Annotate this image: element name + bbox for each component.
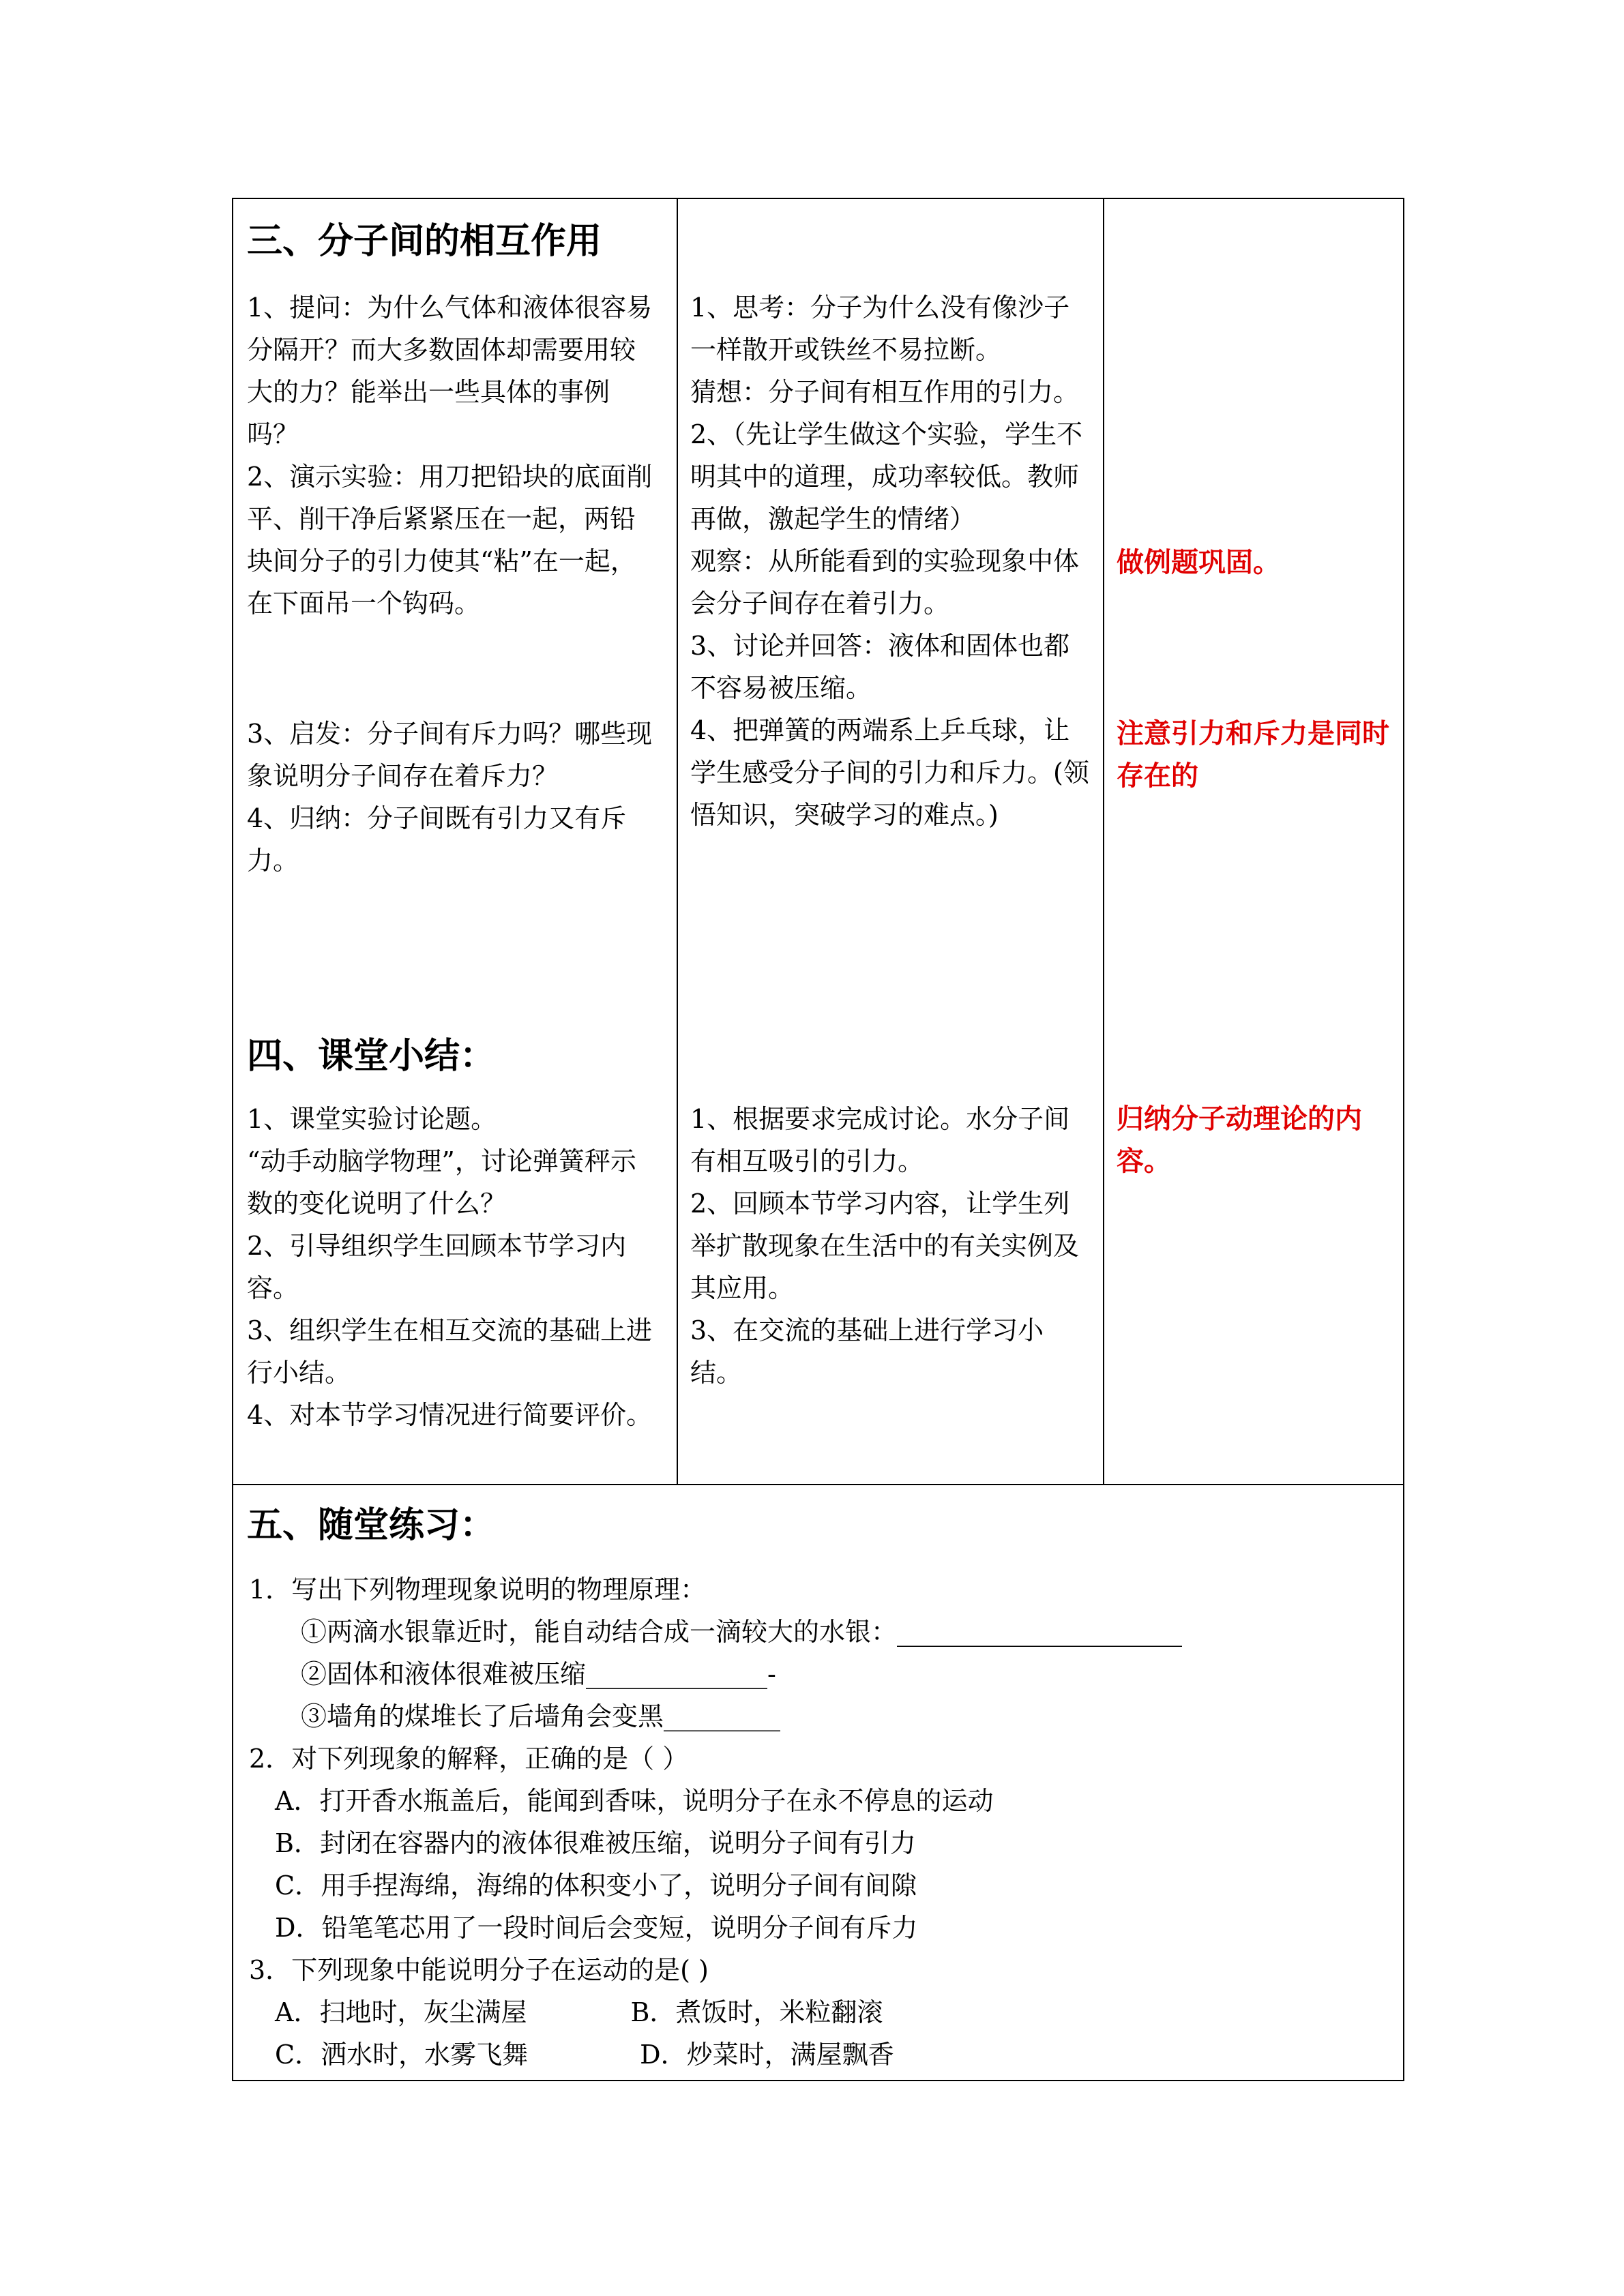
section4-teacher-item: “动手动脑学物理”，讨论弹簧秤示数的变化说明了什么？ (247, 1146, 636, 1219)
section4-teacher-item: 1、课堂实验讨论题。 (247, 1104, 497, 1134)
section3-teacher-item: 1、提问：为什么气体和液体很容易分隔开？而大多数固体却需要用较大的力？能举出一些具体的事例吗？ (247, 293, 653, 449)
section4-student-item: 1、根据要求完成讨论。水分子间有相互吸引的引力。 (690, 1104, 1070, 1176)
exercise-line: A．扫地时，灰尘满屋 B．煮饭时，米粒翻滚 (249, 1997, 883, 2027)
section4-note: 归纳分子动理论的内容。 (1117, 1103, 1362, 1177)
section3-student-item: 3、讨论并回答：液体和固体也都不容易被压缩。 (690, 631, 1070, 703)
exercise-line: ②固体和液体很难被压缩______________- (249, 1659, 776, 1689)
exercise-line: ①两滴水银靠近时，能自动结合成一滴较大的水银：______________________ (249, 1617, 1183, 1647)
section4-teacher-column (247, 1098, 660, 1436)
section3-student-item: 1、思考：分子为什么没有像沙子一样散开或铁丝不易拉断。 (690, 293, 1070, 365)
section3-teacher-item: 2、演示实验：用刀把铅块的底面削平、削干净后紧紧压在一起，两铅块间分子的引力使其“粘”在一起，在下面吊一个钩码。 (247, 462, 653, 618)
section3-teacher-column (247, 286, 660, 625)
section4-teacher-item: 4、对本节学习情况进行简要评价。 (247, 1400, 653, 1430)
section3-student-item: 2、（先让学生做这个实验，学生不明其中的道理，成功率较低。教师再做，激起学生的情绪） (690, 419, 1083, 534)
section3-heading: 三、分子间的相互作用 (247, 221, 602, 262)
row-divider (232, 1484, 1404, 1485)
column-divider-2 (1103, 198, 1104, 1485)
section4-student-item: 2、回顾本节学习内容，让学生列举扩散现象在生活中的有关实例及其应用。 (690, 1189, 1080, 1303)
section3-note-2: 注意引力和斥力是同时存在的 (1117, 718, 1389, 792)
section4-student-column (690, 1098, 1089, 1394)
exercise-line: 2．对下列现象的解释，正确的是（ ） (249, 1744, 689, 1774)
exercise-line: 3．下列现象中能说明分子在运动的是( ) (249, 1955, 709, 1985)
section4-heading: 四、课堂小结： (247, 1036, 496, 1077)
section4-student-item: 3、在交流的基础上进行学习小结。 (690, 1315, 1044, 1388)
section4-teacher-item: 3、组织学生在相互交流的基础上进行小结。 (247, 1315, 653, 1388)
column-divider-1 (677, 198, 678, 1485)
section5-heading: 五、随堂练习： (247, 1505, 496, 1546)
section3-student-item: 猜想：分子间有相互作用的引力。 (690, 377, 1080, 407)
section3-teacher-column-2 (247, 713, 660, 882)
section3-student-column (690, 286, 1089, 836)
section3-teacher-item: 4、归纳：分子间既有引力又有斥力。 (247, 803, 627, 876)
exercise-line: D．铅笔笔芯用了一段时间后会变短，说明分子间有斥力 (249, 1913, 918, 1943)
exercise-line: 1．写出下列物理现象说明的物理原理： (249, 1575, 707, 1605)
section3-teacher-item: 3、启发：分子间有斥力吗？哪些现象说明分子间存在着斥力？ (247, 719, 653, 791)
section3-student-item: 4、把弹簧的两端系上乒乓球，让学生感受分子间的引力和斥力。(领悟知识，突破学习的难点。) (690, 715, 1089, 830)
exercise-list (249, 1568, 1388, 2076)
exercise-line: A．打开香水瓶盖后，能闻到香味，说明分子在永不停息的运动 (249, 1786, 994, 1816)
section3-note-1: 做例题巩固。 (1117, 547, 1280, 578)
section3-student-item: 观察：从所能看到的实验现象中体会分子间存在着引力。 (690, 546, 1080, 618)
exercise-line: ③墙角的煤堆长了后墙角会变黑_________ (249, 1701, 781, 1731)
exercise-line: C．洒水时，水雾飞舞 D．炒菜时，满屋飘香 (249, 2040, 894, 2070)
exercise-line: C．用手捏海绵，海绵的体积变小了，说明分子间有间隙 (249, 1870, 917, 1900)
exercise-line: B．封闭在容器内的液体很难被压缩，说明分子间有引力 (249, 1828, 916, 1858)
section4-teacher-item: 2、引导组织学生回顾本节学习内容。 (247, 1231, 627, 1303)
